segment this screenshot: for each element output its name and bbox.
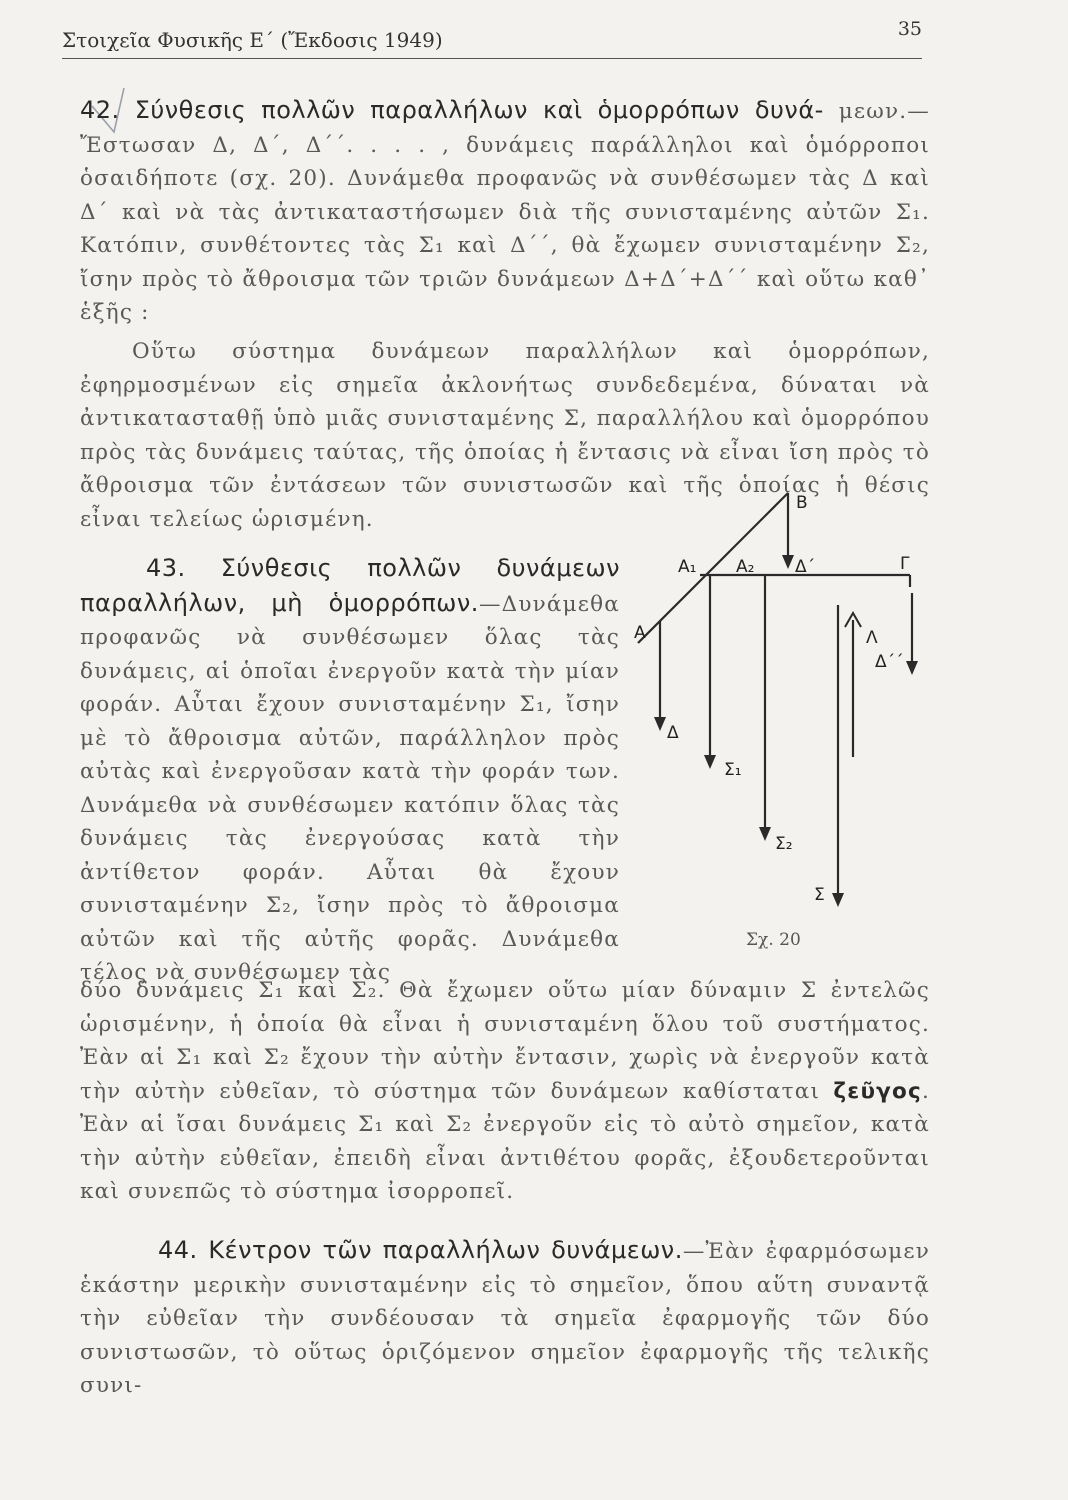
label-s: Σ: [814, 885, 825, 905]
running-title: Στοιχεῖα Φυσικῆς Ε΄ (Ἔκδοσις 1949): [62, 28, 443, 52]
label-a2: A₂: [736, 557, 755, 577]
section-42-paragraph: [80, 94, 930, 330]
page-number: 35: [897, 18, 922, 40]
section-43-body-end: . Ἐὰν αἱ ἴσαι δυνάμεις Σ₁ καὶ Σ₂ ἐνεργοῦν εἰς τὸ αὐτὸ σημεῖον, κατὰ τὴν αὐτὴν εὐθεῖαν, ἐπειδὴ εἶναι ἀντιθέτου φορᾶς, ἐξουδετεροῦνται καὶ συνεπῶς τὸ σύστημα ἰσορροπεῖ.: [80, 1078, 930, 1204]
figure-caption: Σχ. 20: [746, 930, 801, 950]
section-43-body-start: δύο δυνάμεις Σ₁ καὶ Σ₂. Θὰ ἔχωμεν οὕτω μίαν δύναμιν Σ ἐντελῶς ὡρισμένην, ἡ ὁποία θὰ εἶναι ἡ συνισταμένη ὅλου τοῦ συστήματος. Ἐὰν αἱ Σ₁ καὶ Σ₂ ἔχουν τὴν αὐτὴν ἔντασιν, χωρὶς νὰ ἐνεργοῦν κατὰ τὴν αὐτὴν εὐθεῖαν, τὸ σύστημα τῶν δυνάμεων καθίσταται: [80, 978, 930, 1104]
section-42-heading: 42. Σύνθεσις πολλῶν παραλλήλων καὶ ὁμορρόπων δυνά-: [80, 96, 824, 124]
label-d-dprime: Δ΄΄: [875, 652, 904, 672]
section-43-continuation: [80, 974, 930, 1209]
label-s1: Σ₁: [724, 760, 742, 780]
section-43-body: —Δυνάμεθα προφανῶς νὰ συνθέσωμεν ὅλας τὰς δυνάμεις, αἱ ὁποῖαι ἐνεργοῦν κατὰ τὴν μίαν φοράν. Αὗται ἔχουν συνισταμένην Σ₁, ἴσην μὲ τὸ ἄθροισμα αὐτῶν, παράλληλον πρὸς αὐτὰς καὶ ἐνεργοῦσαν κατὰ τὴν φοράν των. Δυνάμεθα νὰ συνθέσωμεν κατόπιν ὅλας τὰς δυνάμεις τὰς ἐνεργούσας κατὰ τὴν ἀντίθετον φοράν. Αὗται θὰ ἔχουν συνισταμένην Σ₂, ἴσην πρὸς τὸ ἄθροισμα αὐτῶν καὶ τῆς αὐτῆς φορᾶς. Δυνάμεθα τέλος νὰ συνθέσωμεν τὰς: [80, 591, 620, 985]
arrowhead-s2: [759, 827, 771, 841]
label-a: A: [634, 623, 646, 643]
running-head: [62, 18, 922, 59]
section-44-paragraph: [80, 1234, 930, 1403]
figure-20-diagram: [620, 475, 950, 955]
section-44-heading: 44. Κέντρον τῶν παραλλήλων δυνάμεων.: [158, 1236, 683, 1264]
arrowhead-b: [782, 555, 794, 569]
arrowhead-s: [832, 893, 844, 907]
term-couple: ζεῦγος: [833, 1078, 922, 1104]
section-43-heading-line1: 43. Σύνθεσις πολλῶν δυνάμεων: [146, 554, 620, 582]
arrowhead-s1: [704, 755, 716, 769]
arrowhead-d: [654, 717, 666, 731]
section-42-conclusion: Οὕτω σύστημα δυνάμεων παραλλήλων καὶ ὁμορρόπων, ἐφηρμοσμένων εἰς σημεῖα ἀκλονήτως συνδεδεμένα, δύναται νὰ ἀντικατασταθῇ ὑπὸ μιᾶς συνισταμένης Σ, παραλλήλου καὶ ὁμορρόπου πρὸς τὰς δυνάμεις ταύτας, τῆς ὁποίας ἡ ἔντασις νὰ εἶναι ἴση πρὸς τὸ ἄθροισμα τῶν ἐντάσεων τῶν συνιστωσῶν καὶ τῆς ὁποίας ἡ θέσις εἶναι τελείως ὡρισμένη.: [80, 339, 930, 532]
label-s2: Σ₂: [775, 834, 793, 854]
section-43-heading-line2: παραλλήλων, μὴ ὁμορρόπων.: [80, 588, 479, 617]
label-lambda: Λ: [866, 628, 878, 648]
section-42-body: μεων.—Ἔστωσαν Δ, Δ΄, Δ΄΄. . . . , δυνάμεις παράλληλοι καὶ ὁμόρροποι ὁσαιδήποτε (σχ. 20). Δυνάμεθα προφανῶς νὰ συνθέσωμεν τὰς Δ καὶ Δ΄ καὶ νὰ τὰς ἀντικαταστήσωμεν διὰ τῆς συνισταμένης αὐτῶν Σ₁. Κατόπιν, συνθέτοντες τὰς Σ₁ καὶ Δ΄΄, θὰ ἔχωμεν συνισταμένην Σ₂, ἴσην πρὸς τὸ ἄθροισμα τῶν τριῶν δυνάμεων Δ+Δ΄+Δ΄΄ καὶ οὕτω καθ᾽ ἑξῆς :: [80, 99, 930, 325]
arrowhead-d-dprime: [906, 661, 918, 675]
label-b: B: [796, 493, 808, 513]
label-a1: A₁: [678, 557, 697, 577]
label-d: Δ: [667, 723, 679, 743]
section-44-body: —Ἐὰν ἐφαρμόσωμεν ἑκάστην μερικὴν συνισταμένην εἰς τὸ σημεῖον, ὅπου αὕτη συναντᾷ τὴν εὐθεῖαν τὴν συνδέουσαν τὰ σημεῖα ἐφαρμογῆς τῶν δύο συνιστωσῶν, τὸ οὕτως ὁριζόμενον σημεῖον ἐφαρμογῆς τῆς τελικῆς συνι-: [80, 1239, 930, 1398]
label-d-prime: Δ΄: [795, 557, 816, 577]
label-gamma: Γ: [900, 554, 910, 574]
section-43-paragraph: [80, 552, 620, 990]
